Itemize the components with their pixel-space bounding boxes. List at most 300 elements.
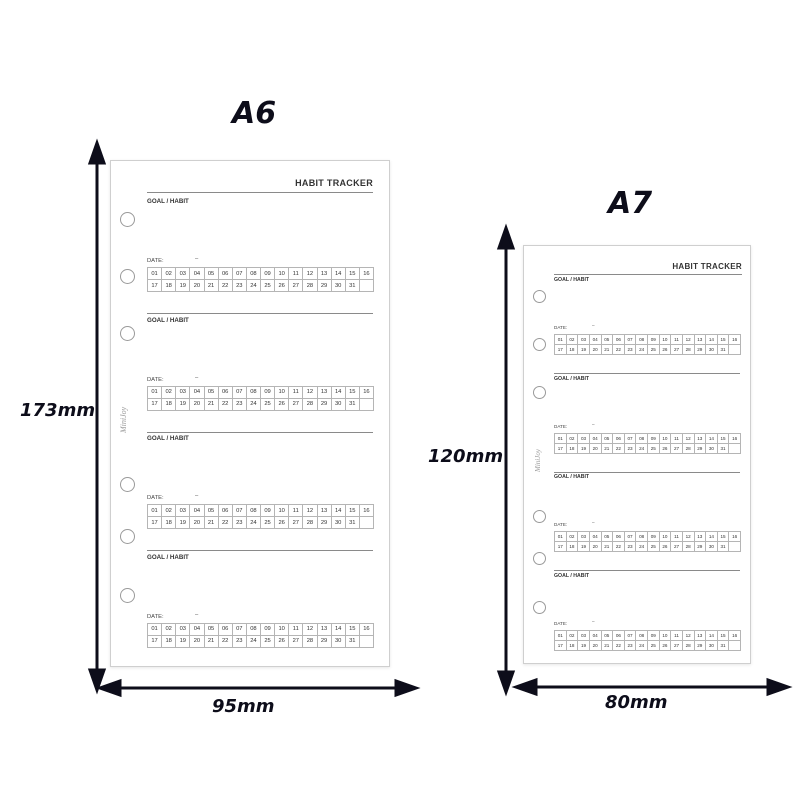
day-cell[interactable]: 23 bbox=[625, 444, 637, 454]
day-cell[interactable]: 21 bbox=[602, 444, 614, 454]
goal-habit-label: GOAL / HABIT bbox=[554, 375, 590, 382]
date-range-dash: – bbox=[195, 256, 199, 262]
day-cell[interactable]: 07 bbox=[625, 434, 637, 444]
day-cell[interactable]: 20 bbox=[190, 399, 204, 411]
day-cell[interactable]: 15 bbox=[346, 624, 360, 636]
day-cell[interactable]: 19 bbox=[578, 345, 590, 355]
binder-hole bbox=[533, 386, 546, 399]
day-cell[interactable]: 30 bbox=[706, 542, 718, 552]
day-cell[interactable]: 17 bbox=[555, 641, 567, 651]
day-cell[interactable]: 24 bbox=[247, 517, 261, 529]
day-cell[interactable]: 28 bbox=[303, 399, 317, 411]
day-cell[interactable]: 01 bbox=[148, 387, 162, 399]
day-cell[interactable]: 17 bbox=[555, 444, 567, 454]
day-cell[interactable]: 26 bbox=[275, 399, 289, 411]
goal-habit-label: GOAL / HABIT bbox=[554, 474, 590, 480]
day-cell[interactable]: 25 bbox=[648, 444, 660, 454]
day-cell[interactable]: 12 bbox=[303, 387, 317, 399]
day-cell[interactable]: 08 bbox=[247, 624, 261, 636]
day-cell[interactable]: 08 bbox=[636, 434, 648, 444]
day-cell[interactable]: 20 bbox=[590, 641, 602, 651]
day-cell[interactable]: 07 bbox=[233, 268, 247, 280]
day-cell[interactable]: 14 bbox=[706, 434, 718, 444]
day-cell[interactable]: 23 bbox=[625, 641, 637, 651]
day-cell[interactable]: 10 bbox=[275, 505, 289, 517]
day-cell[interactable]: 22 bbox=[219, 280, 233, 292]
day-cell[interactable]: 17 bbox=[148, 636, 162, 648]
day-cell[interactable]: 18 bbox=[162, 636, 176, 648]
day-cell[interactable]: 11 bbox=[671, 335, 683, 345]
day-cell[interactable]: 31 bbox=[718, 641, 730, 651]
day-cell[interactable]: 25 bbox=[648, 542, 660, 552]
day-cell[interactable]: 13 bbox=[695, 434, 707, 444]
day-cell[interactable]: 25 bbox=[261, 399, 275, 411]
day-cell[interactable]: 14 bbox=[332, 387, 346, 399]
day-cell[interactable]: 21 bbox=[602, 641, 614, 651]
day-cell[interactable]: 01 bbox=[555, 631, 567, 641]
day-cell[interactable]: 11 bbox=[671, 532, 683, 542]
day-cell[interactable]: 14 bbox=[706, 532, 718, 542]
day-cell[interactable]: 06 bbox=[219, 387, 233, 399]
day-cell[interactable]: 24 bbox=[636, 542, 648, 552]
day-cell[interactable]: 08 bbox=[636, 631, 648, 641]
goal-habit-label: GOAL / HABIT bbox=[554, 572, 590, 579]
day-cell[interactable]: 21 bbox=[205, 636, 219, 648]
day-cell[interactable]: 03 bbox=[578, 434, 590, 444]
day-cell[interactable]: 21 bbox=[602, 345, 614, 355]
section-divider bbox=[147, 550, 373, 551]
day-cell[interactable]: 02 bbox=[567, 335, 579, 345]
day-cell[interactable]: 23 bbox=[233, 280, 247, 292]
day-cell[interactable]: 31 bbox=[346, 399, 360, 411]
day-cell[interactable]: 15 bbox=[718, 631, 730, 641]
day-cell[interactable]: 14 bbox=[332, 505, 346, 517]
day-cell[interactable]: 26 bbox=[275, 636, 289, 648]
day-cell[interactable] bbox=[360, 280, 374, 292]
date-range-dash: – bbox=[592, 323, 595, 328]
day-cell[interactable]: 12 bbox=[683, 631, 695, 641]
day-cell[interactable]: 29 bbox=[318, 517, 332, 529]
day-cell[interactable]: 23 bbox=[625, 542, 637, 552]
goal-habit-label: GOAL / HABIT bbox=[554, 277, 590, 283]
day-cell[interactable]: 03 bbox=[176, 387, 190, 399]
day-cell[interactable]: 30 bbox=[332, 636, 346, 648]
day-cell[interactable]: 29 bbox=[695, 444, 707, 454]
day-cell[interactable]: 22 bbox=[219, 399, 233, 411]
day-cell[interactable]: 27 bbox=[289, 636, 303, 648]
day-cell[interactable]: 12 bbox=[303, 505, 317, 517]
day-cell[interactable]: 28 bbox=[683, 641, 695, 651]
day-cell[interactable]: 29 bbox=[318, 399, 332, 411]
day-cell[interactable]: 03 bbox=[578, 631, 590, 641]
binder-hole bbox=[533, 338, 546, 351]
day-cell[interactable]: 20 bbox=[190, 517, 204, 529]
day-cell[interactable]: 06 bbox=[219, 505, 233, 517]
day-cell[interactable]: 21 bbox=[205, 280, 219, 292]
day-cell[interactable]: 17 bbox=[555, 542, 567, 552]
day-grid bbox=[554, 334, 741, 355]
day-cell[interactable]: 22 bbox=[219, 636, 233, 648]
day-cell[interactable]: 31 bbox=[718, 444, 730, 454]
date-label: DATE: bbox=[554, 620, 568, 626]
a7-size-label: A7 bbox=[608, 186, 653, 221]
day-cell[interactable]: 31 bbox=[346, 517, 360, 529]
day-cell[interactable]: 13 bbox=[318, 624, 332, 636]
day-cell[interactable]: 04 bbox=[590, 335, 602, 345]
date-label: DATE: bbox=[554, 423, 568, 429]
day-cell[interactable]: 04 bbox=[590, 631, 602, 641]
day-cell[interactable]: 06 bbox=[219, 268, 233, 280]
day-cell[interactable] bbox=[729, 345, 741, 355]
day-cell[interactable]: 01 bbox=[555, 434, 567, 444]
brand-watermark: MiniJoy bbox=[119, 406, 128, 433]
day-cell[interactable]: 19 bbox=[578, 444, 590, 454]
day-cell[interactable]: 02 bbox=[567, 532, 579, 542]
day-cell[interactable]: 02 bbox=[162, 387, 176, 399]
day-cell[interactable]: 08 bbox=[247, 505, 261, 517]
day-cell[interactable]: 11 bbox=[671, 631, 683, 641]
day-cell[interactable]: 28 bbox=[303, 636, 317, 648]
day-cell[interactable]: 02 bbox=[567, 631, 579, 641]
day-cell[interactable]: 16 bbox=[729, 532, 741, 542]
day-cell[interactable]: 15 bbox=[346, 505, 360, 517]
day-cell[interactable]: 22 bbox=[613, 641, 625, 651]
day-cell[interactable]: 12 bbox=[303, 624, 317, 636]
day-cell[interactable]: 12 bbox=[303, 268, 317, 280]
day-cell[interactable]: 25 bbox=[261, 517, 275, 529]
date-range-dash: – bbox=[592, 618, 595, 624]
day-cell[interactable]: 19 bbox=[176, 280, 190, 292]
day-cell[interactable]: 04 bbox=[190, 624, 204, 636]
day-cell[interactable]: 11 bbox=[289, 268, 303, 280]
day-cell[interactable]: 30 bbox=[706, 345, 718, 355]
day-grid bbox=[147, 267, 374, 292]
day-cell[interactable]: 20 bbox=[190, 636, 204, 648]
day-cell[interactable]: 08 bbox=[247, 387, 261, 399]
date-label: DATE: bbox=[147, 613, 164, 620]
goal-habit-label: GOAL / HABIT bbox=[147, 553, 189, 561]
day-cell[interactable]: 21 bbox=[602, 542, 614, 552]
day-cell[interactable]: 24 bbox=[247, 636, 261, 648]
day-cell[interactable]: 02 bbox=[162, 505, 176, 517]
day-cell[interactable]: 15 bbox=[718, 532, 730, 542]
day-cell[interactable]: 08 bbox=[636, 335, 648, 345]
day-cell[interactable]: 29 bbox=[695, 641, 707, 651]
day-cell[interactable]: 07 bbox=[625, 335, 637, 345]
day-cell[interactable]: 15 bbox=[718, 434, 730, 444]
day-cell[interactable]: 25 bbox=[648, 345, 660, 355]
day-cell[interactable]: 12 bbox=[683, 335, 695, 345]
day-cell[interactable]: 06 bbox=[613, 532, 625, 542]
day-cell[interactable]: 31 bbox=[346, 636, 360, 648]
day-cell[interactable]: 16 bbox=[360, 268, 374, 280]
day-cell[interactable]: 16 bbox=[729, 631, 741, 641]
day-cell[interactable] bbox=[729, 641, 741, 651]
day-cell[interactable]: 18 bbox=[567, 345, 579, 355]
day-cell[interactable]: 09 bbox=[648, 631, 660, 641]
goal-habit-label: GOAL / HABIT bbox=[147, 198, 189, 205]
day-cell[interactable]: 10 bbox=[660, 532, 672, 542]
day-cell[interactable]: 08 bbox=[636, 532, 648, 542]
day-cell[interactable]: 06 bbox=[219, 624, 233, 636]
day-cell[interactable]: 16 bbox=[360, 505, 374, 517]
day-cell[interactable]: 16 bbox=[360, 387, 374, 399]
day-cell[interactable] bbox=[360, 399, 374, 411]
day-cell[interactable]: 19 bbox=[578, 542, 590, 552]
day-cell[interactable]: 26 bbox=[660, 542, 672, 552]
day-cell[interactable]: 19 bbox=[176, 399, 190, 411]
day-cell[interactable]: 01 bbox=[555, 532, 567, 542]
day-cell[interactable]: 17 bbox=[148, 399, 162, 411]
day-cell[interactable]: 01 bbox=[148, 268, 162, 280]
day-cell[interactable]: 07 bbox=[233, 387, 247, 399]
day-cell[interactable]: 22 bbox=[613, 542, 625, 552]
day-cell[interactable]: 09 bbox=[648, 532, 660, 542]
day-cell[interactable]: 23 bbox=[233, 399, 247, 411]
day-cell[interactable]: 10 bbox=[660, 434, 672, 444]
a6-size-label: A6 bbox=[232, 96, 277, 131]
day-cell[interactable]: 24 bbox=[636, 444, 648, 454]
day-cell[interactable]: 18 bbox=[162, 517, 176, 529]
day-cell[interactable]: 01 bbox=[555, 335, 567, 345]
day-cell[interactable]: 13 bbox=[695, 335, 707, 345]
day-cell[interactable]: 11 bbox=[289, 505, 303, 517]
day-cell[interactable]: 13 bbox=[318, 387, 332, 399]
day-cell[interactable]: 18 bbox=[162, 399, 176, 411]
day-cell[interactable]: 10 bbox=[660, 631, 672, 641]
day-cell[interactable]: 02 bbox=[162, 624, 176, 636]
day-cell[interactable]: 26 bbox=[275, 517, 289, 529]
day-cell[interactable]: 02 bbox=[162, 268, 176, 280]
section-divider bbox=[554, 472, 740, 473]
day-cell[interactable]: 09 bbox=[261, 624, 275, 636]
day-cell[interactable]: 26 bbox=[660, 444, 672, 454]
day-cell[interactable]: 12 bbox=[683, 532, 695, 542]
day-cell[interactable]: 13 bbox=[318, 268, 332, 280]
day-cell[interactable]: 19 bbox=[176, 636, 190, 648]
day-cell[interactable]: 11 bbox=[289, 387, 303, 399]
day-cell[interactable]: 15 bbox=[346, 387, 360, 399]
section-divider bbox=[147, 432, 373, 433]
day-cell[interactable]: 24 bbox=[247, 399, 261, 411]
day-cell[interactable]: 24 bbox=[636, 345, 648, 355]
day-cell[interactable]: 09 bbox=[648, 434, 660, 444]
a6-width-label: 95mm bbox=[212, 696, 275, 717]
day-cell[interactable]: 30 bbox=[706, 444, 718, 454]
day-cell[interactable]: 19 bbox=[176, 517, 190, 529]
day-cell[interactable]: 04 bbox=[590, 532, 602, 542]
binder-hole bbox=[120, 212, 135, 227]
date-range-dash: – bbox=[195, 611, 199, 618]
day-cell[interactable]: 03 bbox=[578, 532, 590, 542]
day-cell[interactable]: 14 bbox=[332, 268, 346, 280]
day-cell[interactable]: 03 bbox=[176, 624, 190, 636]
day-cell[interactable]: 30 bbox=[332, 517, 346, 529]
binder-hole bbox=[120, 588, 135, 603]
day-cell[interactable]: 09 bbox=[261, 505, 275, 517]
day-cell[interactable]: 05 bbox=[205, 505, 219, 517]
day-cell[interactable]: 31 bbox=[718, 542, 730, 552]
day-cell[interactable]: 18 bbox=[162, 280, 176, 292]
day-cell[interactable]: 16 bbox=[729, 434, 741, 444]
binder-hole bbox=[120, 477, 135, 492]
day-cell[interactable]: 29 bbox=[318, 280, 332, 292]
day-cell[interactable]: 15 bbox=[718, 335, 730, 345]
day-grid bbox=[147, 386, 374, 411]
day-cell[interactable]: 10 bbox=[275, 387, 289, 399]
date-range-dash: – bbox=[195, 493, 199, 499]
day-cell[interactable]: 27 bbox=[289, 399, 303, 411]
day-cell[interactable]: 22 bbox=[613, 345, 625, 355]
day-cell[interactable]: 23 bbox=[233, 636, 247, 648]
day-cell[interactable] bbox=[729, 444, 741, 454]
day-cell[interactable]: 05 bbox=[205, 268, 219, 280]
day-cell[interactable] bbox=[360, 517, 374, 529]
day-cell[interactable]: 06 bbox=[613, 335, 625, 345]
day-cell[interactable]: 20 bbox=[590, 542, 602, 552]
day-cell[interactable]: 30 bbox=[332, 399, 346, 411]
day-cell[interactable]: 23 bbox=[233, 517, 247, 529]
day-cell[interactable]: 31 bbox=[346, 280, 360, 292]
day-cell[interactable]: 10 bbox=[275, 624, 289, 636]
day-cell[interactable]: 20 bbox=[190, 280, 204, 292]
day-cell[interactable]: 13 bbox=[318, 505, 332, 517]
day-cell[interactable]: 26 bbox=[660, 641, 672, 651]
day-cell[interactable]: 07 bbox=[233, 624, 247, 636]
day-cell[interactable]: 09 bbox=[261, 268, 275, 280]
day-cell[interactable]: 21 bbox=[205, 517, 219, 529]
day-cell[interactable]: 10 bbox=[660, 335, 672, 345]
date-range-dash: – bbox=[195, 374, 199, 381]
day-cell[interactable]: 28 bbox=[303, 517, 317, 529]
day-cell[interactable]: 04 bbox=[190, 268, 204, 280]
day-cell[interactable]: 05 bbox=[602, 631, 614, 641]
day-cell[interactable]: 06 bbox=[613, 434, 625, 444]
day-cell[interactable]: 07 bbox=[625, 532, 637, 542]
day-cell[interactable]: 28 bbox=[683, 444, 695, 454]
day-cell[interactable]: 16 bbox=[360, 624, 374, 636]
day-cell[interactable]: 27 bbox=[671, 542, 683, 552]
date-label: DATE: bbox=[554, 325, 568, 330]
day-cell[interactable]: 03 bbox=[176, 505, 190, 517]
day-cell[interactable]: 30 bbox=[332, 280, 346, 292]
day-cell[interactable]: 24 bbox=[247, 280, 261, 292]
day-cell[interactable]: 18 bbox=[567, 542, 579, 552]
day-cell[interactable]: 27 bbox=[671, 345, 683, 355]
day-cell[interactable]: 28 bbox=[683, 345, 695, 355]
day-cell[interactable]: 17 bbox=[555, 345, 567, 355]
day-cell[interactable]: 27 bbox=[289, 280, 303, 292]
day-cell[interactable]: 02 bbox=[567, 434, 579, 444]
section-divider bbox=[554, 373, 740, 374]
day-cell[interactable]: 30 bbox=[706, 641, 718, 651]
day-grid bbox=[554, 433, 741, 454]
day-cell[interactable]: 31 bbox=[718, 345, 730, 355]
title-rule bbox=[147, 192, 373, 193]
day-cell[interactable]: 09 bbox=[261, 387, 275, 399]
day-cell[interactable]: 05 bbox=[602, 335, 614, 345]
day-cell[interactable]: 21 bbox=[205, 399, 219, 411]
day-cell[interactable]: 19 bbox=[578, 641, 590, 651]
day-cell[interactable]: 17 bbox=[148, 280, 162, 292]
day-cell[interactable]: 22 bbox=[613, 444, 625, 454]
day-cell[interactable]: 05 bbox=[205, 624, 219, 636]
binder-hole bbox=[533, 552, 546, 565]
day-cell[interactable]: 03 bbox=[578, 335, 590, 345]
day-grid bbox=[147, 623, 374, 648]
day-cell[interactable]: 04 bbox=[590, 434, 602, 444]
day-cell[interactable]: 17 bbox=[148, 517, 162, 529]
day-cell[interactable]: 29 bbox=[695, 345, 707, 355]
day-cell[interactable]: 05 bbox=[602, 532, 614, 542]
section-divider bbox=[147, 313, 373, 314]
binder-hole bbox=[533, 290, 546, 303]
day-cell[interactable]: 24 bbox=[636, 641, 648, 651]
day-cell[interactable]: 07 bbox=[625, 631, 637, 641]
day-cell[interactable]: 05 bbox=[602, 434, 614, 444]
day-cell[interactable]: 06 bbox=[613, 631, 625, 641]
day-cell[interactable]: 11 bbox=[671, 434, 683, 444]
day-cell[interactable] bbox=[360, 636, 374, 648]
day-cell[interactable]: 25 bbox=[261, 280, 275, 292]
day-cell[interactable]: 14 bbox=[706, 335, 718, 345]
day-cell[interactable]: 12 bbox=[683, 434, 695, 444]
day-cell[interactable]: 13 bbox=[695, 532, 707, 542]
day-cell[interactable]: 13 bbox=[695, 631, 707, 641]
day-cell[interactable]: 23 bbox=[625, 345, 637, 355]
day-cell[interactable]: 16 bbox=[729, 335, 741, 345]
day-cell[interactable]: 01 bbox=[148, 624, 162, 636]
day-cell[interactable]: 29 bbox=[318, 636, 332, 648]
day-cell[interactable]: 20 bbox=[590, 444, 602, 454]
day-cell[interactable]: 04 bbox=[190, 387, 204, 399]
day-cell[interactable]: 27 bbox=[289, 517, 303, 529]
day-cell[interactable]: 04 bbox=[190, 505, 204, 517]
day-cell[interactable]: 29 bbox=[695, 542, 707, 552]
day-cell[interactable]: 18 bbox=[567, 641, 579, 651]
day-cell[interactable]: 10 bbox=[275, 268, 289, 280]
day-cell[interactable]: 25 bbox=[261, 636, 275, 648]
day-cell[interactable]: 26 bbox=[660, 345, 672, 355]
binder-hole bbox=[533, 601, 546, 614]
day-cell[interactable]: 18 bbox=[567, 444, 579, 454]
binder-hole bbox=[120, 326, 135, 341]
day-cell[interactable]: 01 bbox=[148, 505, 162, 517]
day-cell[interactable]: 28 bbox=[683, 542, 695, 552]
goal-habit-label: GOAL / HABIT bbox=[147, 435, 189, 442]
date-label: DATE: bbox=[147, 495, 164, 501]
day-cell[interactable]: 08 bbox=[247, 268, 261, 280]
day-cell[interactable]: 27 bbox=[671, 641, 683, 651]
day-cell[interactable] bbox=[729, 542, 741, 552]
day-cell[interactable]: 26 bbox=[275, 280, 289, 292]
day-cell[interactable]: 09 bbox=[648, 335, 660, 345]
day-cell[interactable]: 22 bbox=[219, 517, 233, 529]
day-cell[interactable]: 14 bbox=[706, 631, 718, 641]
goal-habit-label: GOAL / HABIT bbox=[147, 316, 189, 324]
day-cell[interactable]: 14 bbox=[332, 624, 346, 636]
day-cell[interactable]: 15 bbox=[346, 268, 360, 280]
day-cell[interactable]: 11 bbox=[289, 624, 303, 636]
day-cell[interactable]: 28 bbox=[303, 280, 317, 292]
day-cell[interactable]: 05 bbox=[205, 387, 219, 399]
day-cell[interactable]: 07 bbox=[233, 505, 247, 517]
day-cell[interactable]: 03 bbox=[176, 268, 190, 280]
day-cell[interactable]: 20 bbox=[590, 345, 602, 355]
binder-hole bbox=[533, 510, 546, 523]
day-cell[interactable]: 27 bbox=[671, 444, 683, 454]
day-cell[interactable]: 25 bbox=[648, 641, 660, 651]
